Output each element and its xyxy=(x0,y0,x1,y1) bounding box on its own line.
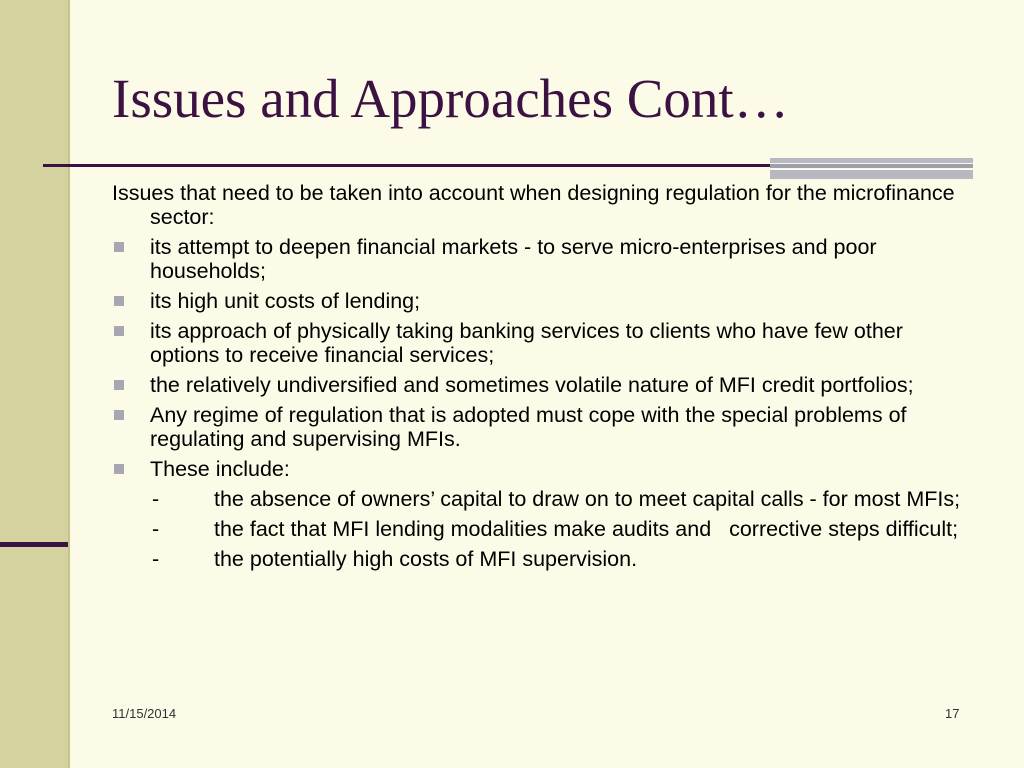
sub-item-text: the absence of owners’ capital to draw on to meet capital calls - for most MFIs; xyxy=(214,487,961,511)
bullet-item xyxy=(112,289,972,313)
slide-body xyxy=(112,181,972,577)
gray-bar-middle xyxy=(770,164,973,168)
decorative-gray-bars xyxy=(770,158,973,180)
page-number: 17 xyxy=(945,706,960,721)
bullet-item xyxy=(112,403,972,451)
square-bullet-icon xyxy=(114,464,124,474)
sub-item-dash: - xyxy=(152,487,160,511)
bullet-text: These include: xyxy=(150,457,290,481)
bullet-text: its attempt to deepen financial markets - to serve micro-enterprises and poor households; xyxy=(150,235,877,283)
sub-item xyxy=(150,487,972,511)
sub-item-text: the potentially high costs of MFI supervision. xyxy=(214,547,638,571)
bullet-item xyxy=(112,373,972,397)
left-accent-bar xyxy=(0,542,68,547)
square-bullet-icon xyxy=(114,410,124,420)
bullet-list xyxy=(112,235,972,481)
left-decorative-band xyxy=(0,0,68,768)
slide-title: Issues and Approaches Cont… xyxy=(112,68,789,129)
sub-item-list xyxy=(112,487,972,571)
bullet-text: Any regime of regulation that is adopted must cope with the special problems of regulating and supervising MFIs. xyxy=(150,403,907,451)
bullet-text: its high unit costs of lending; xyxy=(150,289,421,313)
sub-item-dash: - xyxy=(152,547,160,571)
bullet-text: the relatively undiversified and sometimes volatile nature of MFI credit portfolios; xyxy=(150,373,914,397)
footer-date: 11/15/2014 xyxy=(112,706,177,721)
square-bullet-icon xyxy=(114,380,124,390)
bullet-item xyxy=(112,457,972,481)
square-bullet-icon xyxy=(114,326,124,336)
bullet-item xyxy=(112,235,972,283)
bullet-item xyxy=(112,319,972,367)
square-bullet-icon xyxy=(114,296,124,306)
sub-item xyxy=(150,517,972,541)
title-rule xyxy=(43,164,773,167)
intro-text: Issues that need to be taken into account when designing regulation for the microfinance sector: xyxy=(112,181,955,229)
bullet-text: its approach of physically taking banking services to clients who have few other options to receive financial services; xyxy=(150,319,903,367)
gray-bar-top xyxy=(770,158,973,163)
gray-bar-bottom xyxy=(770,170,973,179)
sub-item xyxy=(150,547,972,571)
sub-item-dash: - xyxy=(152,517,160,541)
sub-item-text: the fact that MFI lending modalities make audits and corrective steps difficult; xyxy=(214,517,959,541)
left-band-edge xyxy=(68,0,70,768)
square-bullet-icon xyxy=(114,242,124,252)
